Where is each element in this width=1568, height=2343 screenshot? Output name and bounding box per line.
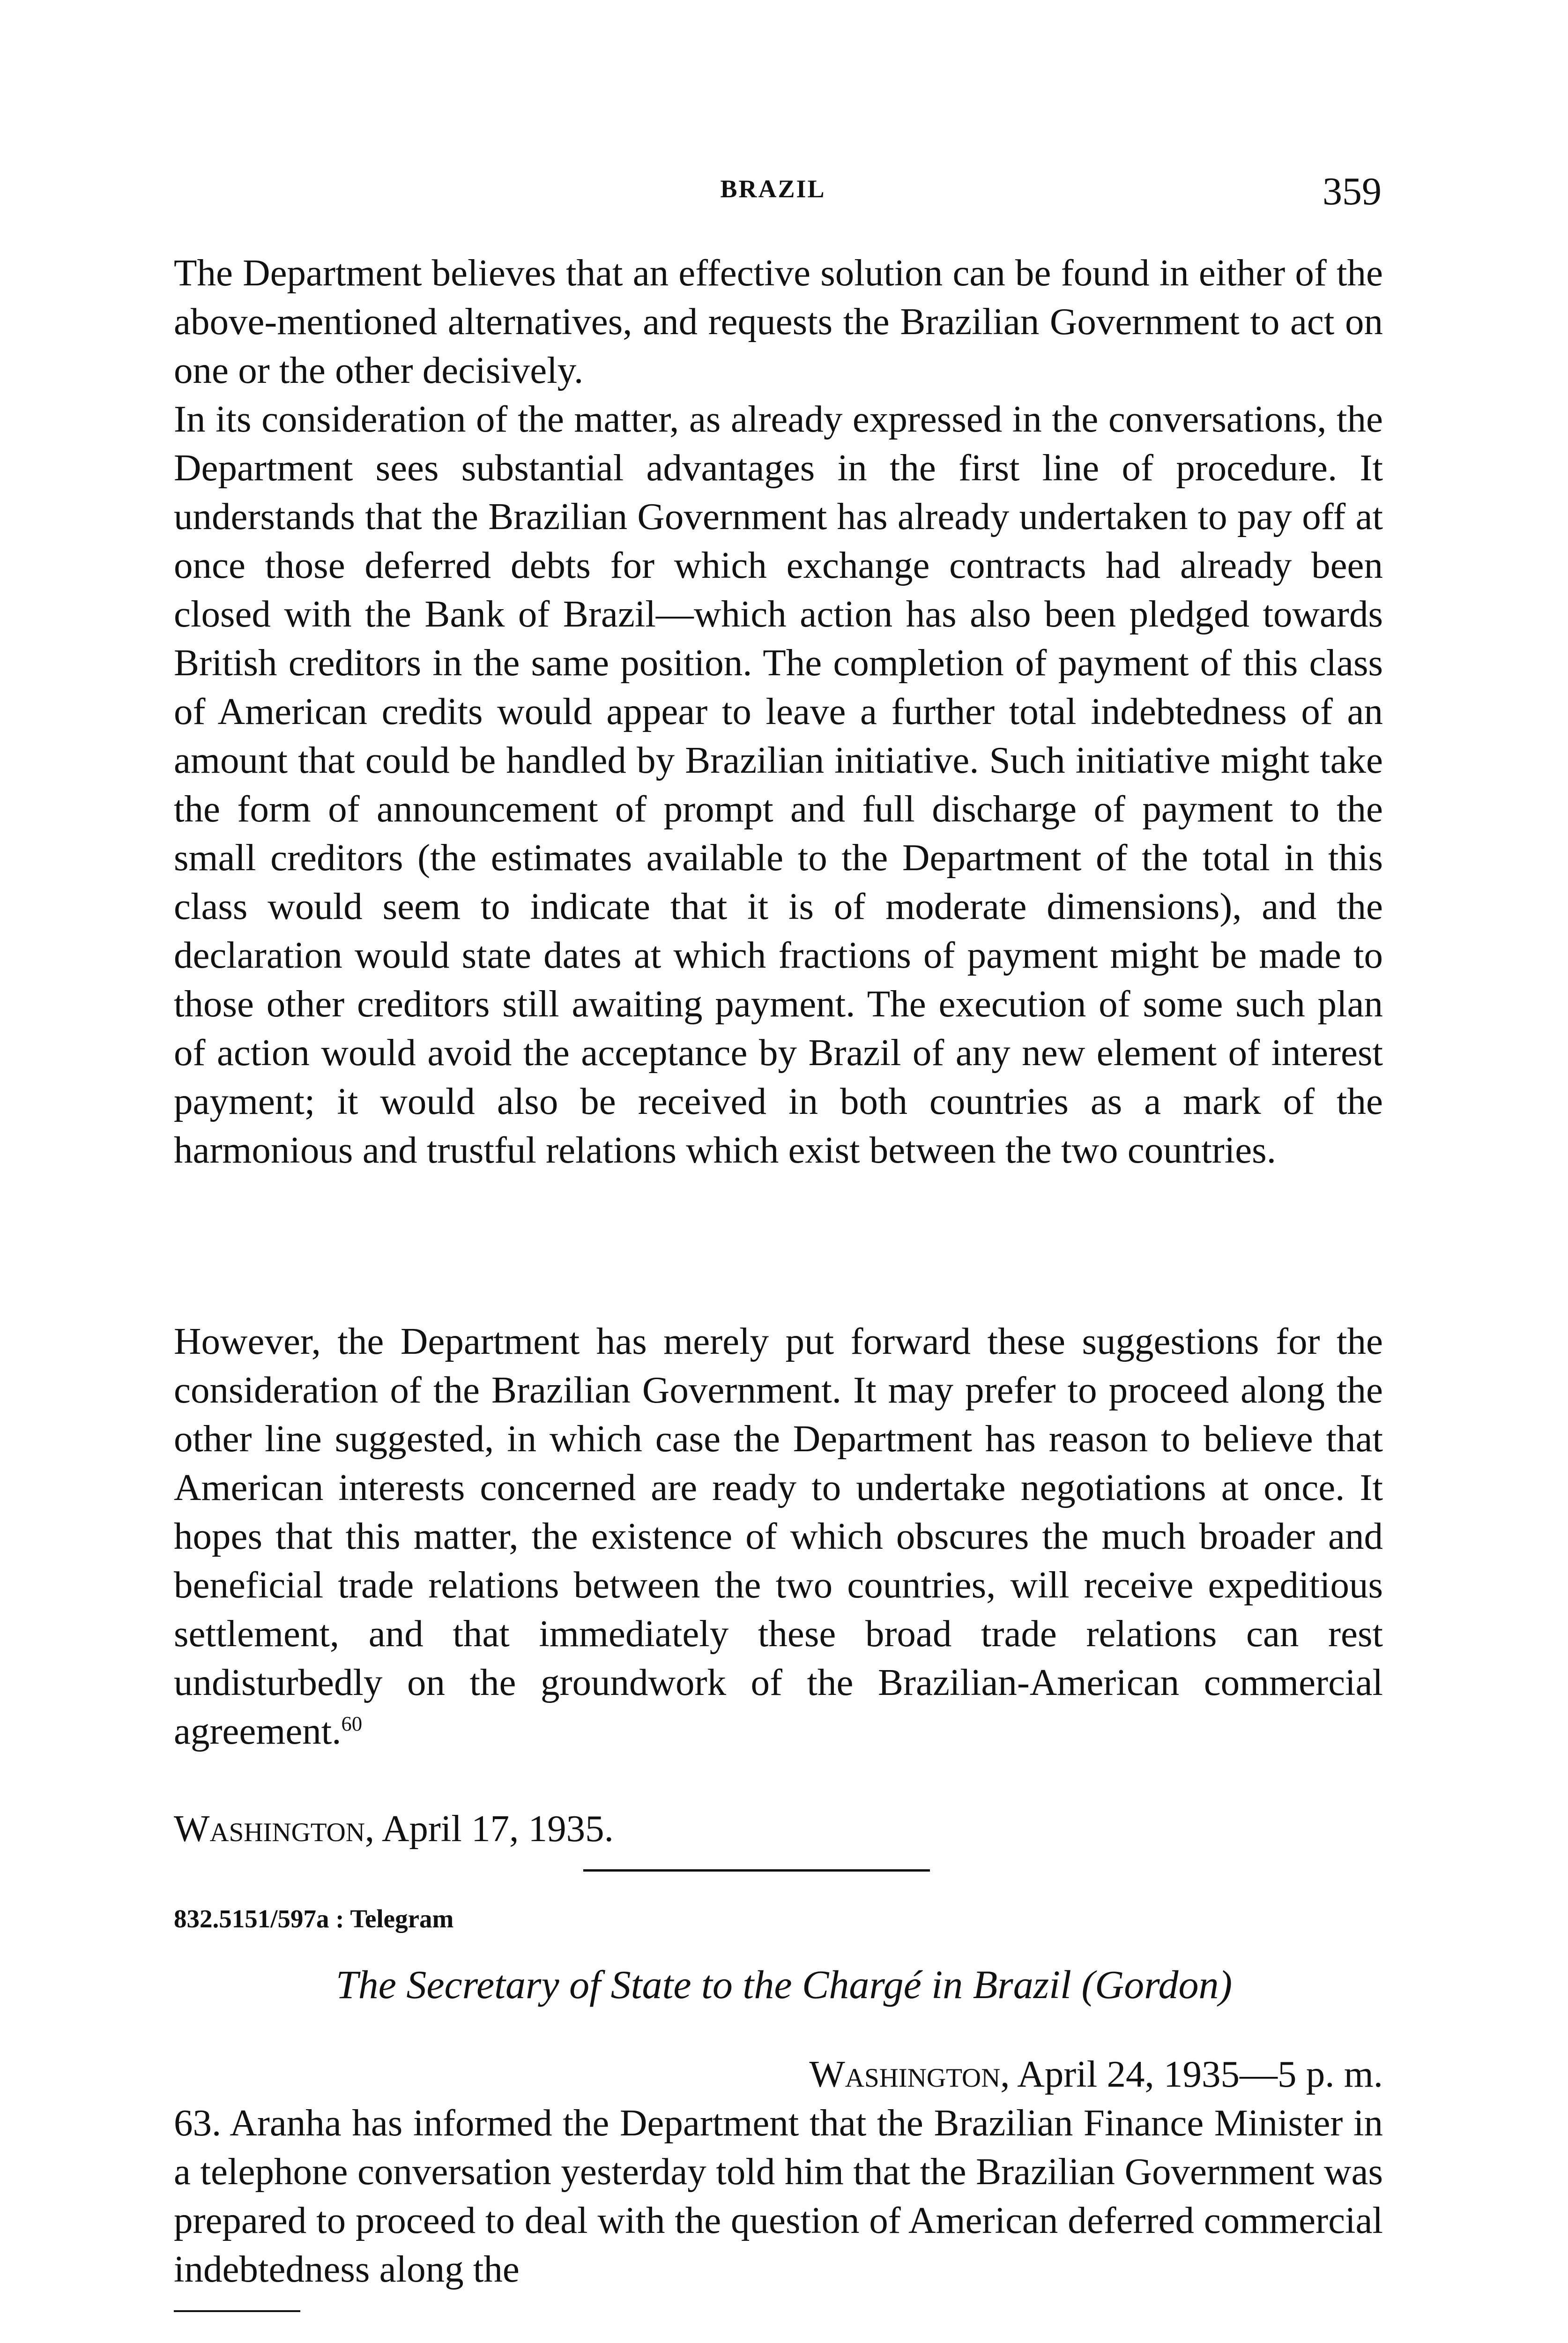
footnote-reference[interactable]: 60 xyxy=(341,1712,363,1735)
running-head xyxy=(0,169,1568,211)
place-date-line-1 xyxy=(174,1804,614,1853)
paragraph-3-text: However, the Department has merely put forward these suggestions for the consideration of the Brazilian Government. It may prefer to proceed along the other line suggested, in which case the Department has reason to believe that American interests concerned are ready to undertake negotiations at once. It hopes that this matter, the existence of which obscures the much broader and beneficial trade relations between the two countries, will receive expeditious settlement, and that immediately these broad trade relations can rest undisturbedly on the groundwork of the Brazilian-American commercial agreement. xyxy=(174,1320,1383,1752)
paragraph-4 xyxy=(174,2098,1383,2293)
place-date-line-2 xyxy=(809,2050,1383,2098)
paragraph-2 xyxy=(174,395,1383,1174)
running-title: BRAZIL xyxy=(720,175,826,203)
paragraph-3 xyxy=(174,1317,1383,1755)
footnote-divider xyxy=(174,2310,300,2312)
paragraph-4-text: 63. Aranha has informed the Department that the Brazilian Finance Minister in a telephone conversation yesterday told him that the Brazilian Government was prepared to proceed to deal with the question of American deferred commercial indebtedness along the xyxy=(174,2102,1383,2290)
section-divider xyxy=(583,1869,930,1872)
document-heading xyxy=(0,1961,1568,2008)
paragraph-3-container xyxy=(174,1317,1383,1755)
paragraph-1-text: The Department believes that an effective solution can be found in either of the above-mentioned alternatives, and requests the Brazilian Government to act on one or the other decisively. xyxy=(174,252,1383,391)
heading-recipient: (Gordon) xyxy=(1081,1962,1233,2007)
paragraph-1 xyxy=(174,248,1383,395)
date-text: , April 24, 1935—5 p. m. xyxy=(1000,2053,1383,2095)
paragraph-2-text: In its consideration of the matter, as already expressed in the conversations, the Department sees substantial advantages in the first line of procedure. It understands that the Brazilian Government has already undertaken to pay off at once those deferred debts for which exchange contracts had already been closed with the Bank of Brazil—which action has also been pledged towards British creditors in the same position. The completion of payment of this class of American credits would appear to leave a further total indebtedness of an amount that could be handled by Brazilian initiative. Such initiative might take the form of announcement of prompt and full discharge of payment to the small creditors (the estimates available to the Department of the total in this class would seem to indicate that it is of moderate dimensions), and the declaration would state dates at which fractions of payment might be made to those other creditors still awaiting payment. The execution of some such plan of action would avoid the acceptance by Brazil of any new element of interest payment; it would also be received in both countries as a mark of the harmonious and trustful relations which exist between the two countries. xyxy=(174,398,1383,1171)
place-name: Washington xyxy=(809,2053,1001,2095)
place-name: Washington xyxy=(174,1807,365,1850)
page-number: 359 xyxy=(1323,170,1382,213)
file-reference: 832.5151/597a : Telegram xyxy=(174,1904,454,1933)
heading-title: The Secretary of State to the Chargé in Brazil xyxy=(335,1962,1071,2007)
date-text: , April 17, 1935. xyxy=(364,1807,614,1850)
